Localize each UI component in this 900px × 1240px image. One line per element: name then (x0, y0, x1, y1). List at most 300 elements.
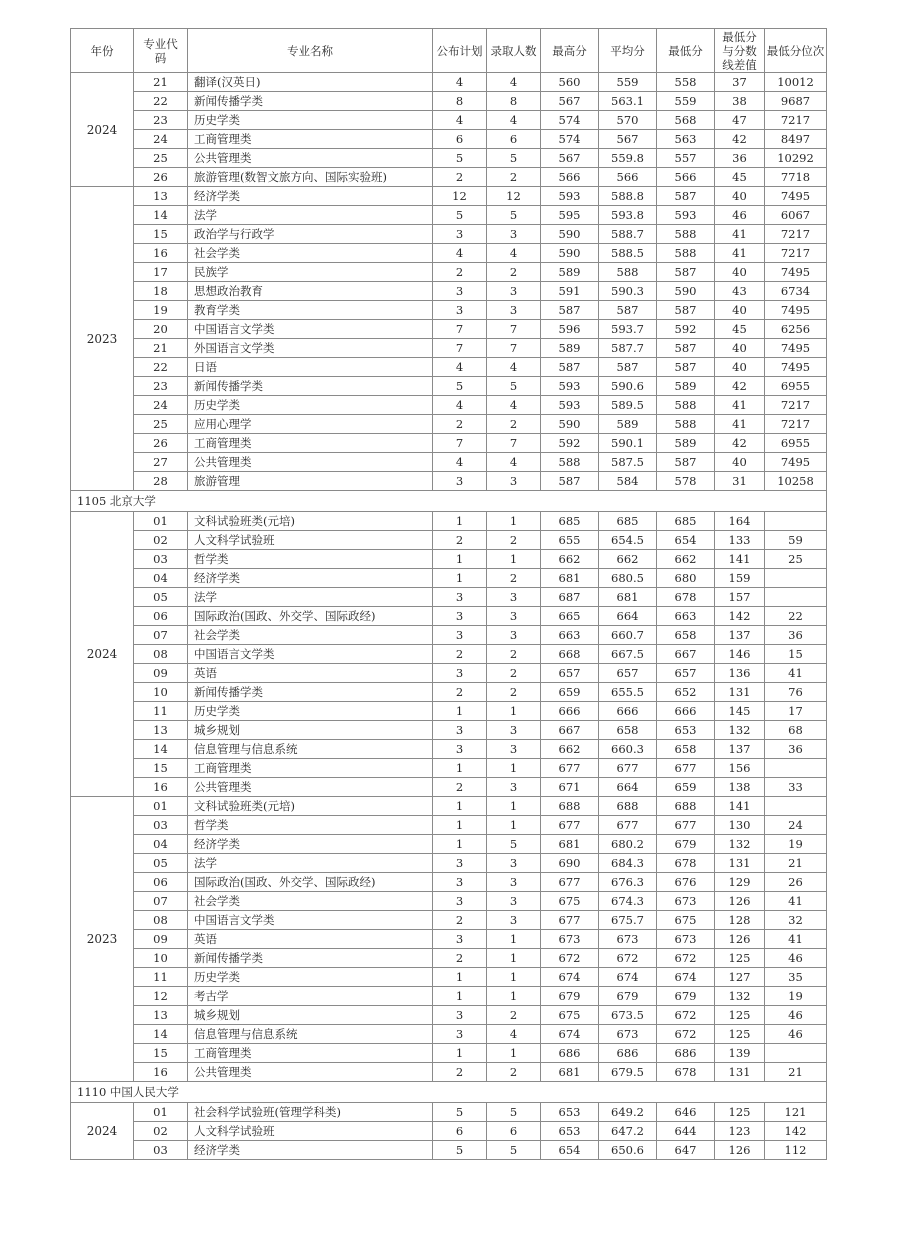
min-rank: 7217 (765, 415, 827, 434)
admitted: 1 (487, 797, 541, 816)
major-name: 工商管理类 (188, 434, 433, 453)
min-rank: 121 (765, 1103, 827, 1122)
min-diff: 40 (715, 263, 765, 282)
min-rank: 10012 (765, 73, 827, 92)
admitted: 5 (487, 206, 541, 225)
major-name: 考古学 (188, 987, 433, 1006)
major-code: 12 (134, 987, 188, 1006)
min-rank (765, 759, 827, 778)
major-name: 新闻传播学类 (188, 683, 433, 702)
plan: 5 (433, 377, 487, 396)
plan: 3 (433, 225, 487, 244)
max-score: 679 (541, 987, 599, 1006)
min-diff: 45 (715, 320, 765, 339)
admitted: 2 (487, 531, 541, 550)
min-score: 688 (657, 797, 715, 816)
header-min-rank: 最低分位次 (765, 29, 827, 73)
table-row (71, 759, 827, 778)
max-score: 657 (541, 664, 599, 683)
min-rank: 6256 (765, 320, 827, 339)
admitted: 3 (487, 588, 541, 607)
admission-score-table-page (70, 28, 827, 1160)
min-score: 672 (657, 949, 715, 968)
avg-score: 587.7 (599, 339, 657, 358)
avg-score: 680.2 (599, 835, 657, 854)
table-row (71, 92, 827, 111)
plan: 1 (433, 797, 487, 816)
max-score: 595 (541, 206, 599, 225)
avg-score: 567 (599, 130, 657, 149)
min-diff: 130 (715, 816, 765, 835)
min-score: 672 (657, 1006, 715, 1025)
min-rank: 19 (765, 987, 827, 1006)
avg-score: 679 (599, 987, 657, 1006)
min-score: 672 (657, 1025, 715, 1044)
min-diff: 126 (715, 930, 765, 949)
max-score: 593 (541, 187, 599, 206)
avg-score: 650.6 (599, 1141, 657, 1160)
min-diff: 156 (715, 759, 765, 778)
major-name: 经济学类 (188, 187, 433, 206)
min-diff: 137 (715, 626, 765, 645)
major-name: 外国语言文学类 (188, 339, 433, 358)
avg-score: 688 (599, 797, 657, 816)
min-diff: 132 (715, 835, 765, 854)
major-code: 26 (134, 168, 188, 187)
plan: 3 (433, 1025, 487, 1044)
header-major-name: 专业名称 (188, 29, 433, 73)
major-code: 05 (134, 588, 188, 607)
plan: 4 (433, 73, 487, 92)
min-score: 559 (657, 92, 715, 111)
major-name: 工商管理类 (188, 759, 433, 778)
max-score: 667 (541, 721, 599, 740)
min-score: 588 (657, 415, 715, 434)
admission-score-table (70, 28, 827, 1160)
plan: 3 (433, 873, 487, 892)
max-score: 590 (541, 244, 599, 263)
avg-score: 590.3 (599, 282, 657, 301)
min-rank: 24 (765, 816, 827, 835)
avg-score: 666 (599, 702, 657, 721)
max-score: 681 (541, 835, 599, 854)
header-plan: 公布计划 (433, 29, 487, 73)
plan: 3 (433, 740, 487, 759)
major-code: 24 (134, 130, 188, 149)
university-label: 1105 北京大学 (71, 491, 827, 512)
max-score: 589 (541, 339, 599, 358)
min-diff: 125 (715, 1103, 765, 1122)
plan: 4 (433, 111, 487, 130)
min-rank: 22 (765, 607, 827, 626)
max-score: 663 (541, 626, 599, 645)
major-code: 27 (134, 453, 188, 472)
plan: 12 (433, 187, 487, 206)
admitted: 3 (487, 607, 541, 626)
table-row (71, 740, 827, 759)
min-score: 675 (657, 911, 715, 930)
min-rank: 25 (765, 550, 827, 569)
major-code: 17 (134, 263, 188, 282)
min-rank: 46 (765, 949, 827, 968)
major-code: 03 (134, 1141, 188, 1160)
min-rank: 7217 (765, 244, 827, 263)
major-name: 中国语言文学类 (188, 320, 433, 339)
admitted: 4 (487, 453, 541, 472)
plan: 3 (433, 607, 487, 626)
table-row (71, 187, 827, 206)
min-diff: 41 (715, 244, 765, 263)
major-code: 23 (134, 377, 188, 396)
table-row (71, 512, 827, 531)
plan: 3 (433, 472, 487, 491)
min-rank: 46 (765, 1025, 827, 1044)
avg-score: 674 (599, 968, 657, 987)
admitted: 1 (487, 930, 541, 949)
max-score: 653 (541, 1122, 599, 1141)
max-score: 662 (541, 740, 599, 759)
table-row (71, 911, 827, 930)
table-row (71, 130, 827, 149)
min-diff: 125 (715, 1006, 765, 1025)
admitted: 2 (487, 1006, 541, 1025)
min-diff: 139 (715, 1044, 765, 1063)
admitted: 1 (487, 512, 541, 531)
major-code: 14 (134, 206, 188, 225)
major-code: 21 (134, 339, 188, 358)
min-diff: 131 (715, 854, 765, 873)
admitted: 5 (487, 835, 541, 854)
min-diff: 129 (715, 873, 765, 892)
plan: 3 (433, 721, 487, 740)
max-score: 596 (541, 320, 599, 339)
plan: 2 (433, 263, 487, 282)
major-code: 02 (134, 531, 188, 550)
avg-score: 584 (599, 472, 657, 491)
table-row (71, 702, 827, 721)
min-score: 680 (657, 569, 715, 588)
max-score: 560 (541, 73, 599, 92)
min-score: 587 (657, 187, 715, 206)
major-code: 05 (134, 854, 188, 873)
min-rank: 68 (765, 721, 827, 740)
major-code: 16 (134, 244, 188, 263)
year-cell: 2023 (71, 187, 134, 491)
table-row (71, 873, 827, 892)
admitted: 3 (487, 282, 541, 301)
plan: 7 (433, 434, 487, 453)
min-rank: 17 (765, 702, 827, 721)
plan: 7 (433, 339, 487, 358)
avg-score: 570 (599, 111, 657, 130)
major-name: 社会学类 (188, 892, 433, 911)
avg-score: 590.1 (599, 434, 657, 453)
max-score: 590 (541, 415, 599, 434)
avg-score: 681 (599, 588, 657, 607)
major-name: 新闻传播学类 (188, 949, 433, 968)
max-score: 688 (541, 797, 599, 816)
min-score: 654 (657, 531, 715, 550)
admitted: 3 (487, 740, 541, 759)
table-row (71, 434, 827, 453)
admitted: 3 (487, 873, 541, 892)
table-row (71, 339, 827, 358)
min-diff: 137 (715, 740, 765, 759)
min-score: 568 (657, 111, 715, 130)
major-code: 08 (134, 911, 188, 930)
major-name: 旅游管理(数智文旅方向、国际实验班) (188, 168, 433, 187)
avg-score: 588.7 (599, 225, 657, 244)
plan: 3 (433, 588, 487, 607)
max-score: 665 (541, 607, 599, 626)
avg-score: 674.3 (599, 892, 657, 911)
major-name: 公共管理类 (188, 453, 433, 472)
max-score: 668 (541, 645, 599, 664)
min-diff: 43 (715, 282, 765, 301)
min-rank: 33 (765, 778, 827, 797)
plan: 4 (433, 358, 487, 377)
table-header (71, 29, 827, 73)
min-score: 676 (657, 873, 715, 892)
table-row (71, 987, 827, 1006)
admitted: 6 (487, 1122, 541, 1141)
major-code: 04 (134, 569, 188, 588)
min-score: 588 (657, 244, 715, 263)
min-rank: 6955 (765, 377, 827, 396)
min-rank (765, 1044, 827, 1063)
min-score: 657 (657, 664, 715, 683)
table-row (71, 1141, 827, 1160)
min-rank: 76 (765, 683, 827, 702)
admitted: 7 (487, 434, 541, 453)
major-name: 城乡规划 (188, 721, 433, 740)
min-score: 566 (657, 168, 715, 187)
major-code: 28 (134, 472, 188, 491)
min-rank: 7495 (765, 263, 827, 282)
max-score: 659 (541, 683, 599, 702)
major-name: 哲学类 (188, 816, 433, 835)
max-score: 675 (541, 892, 599, 911)
table-row (71, 358, 827, 377)
min-rank: 6067 (765, 206, 827, 225)
admitted: 3 (487, 225, 541, 244)
avg-score: 588.5 (599, 244, 657, 263)
major-name: 旅游管理 (188, 472, 433, 491)
university-section-row (71, 491, 827, 512)
min-rank: 6734 (765, 282, 827, 301)
min-score: 674 (657, 968, 715, 987)
max-score: 587 (541, 358, 599, 377)
table-row (71, 111, 827, 130)
min-rank: 8497 (765, 130, 827, 149)
major-code: 10 (134, 683, 188, 702)
major-code: 15 (134, 225, 188, 244)
admitted: 5 (487, 1103, 541, 1122)
avg-score: 660.3 (599, 740, 657, 759)
min-diff: 38 (715, 92, 765, 111)
min-rank: 21 (765, 1063, 827, 1082)
admitted: 3 (487, 301, 541, 320)
avg-score: 673 (599, 930, 657, 949)
table-row (71, 1122, 827, 1141)
min-score: 588 (657, 225, 715, 244)
avg-score: 587 (599, 358, 657, 377)
max-score: 587 (541, 301, 599, 320)
major-code: 11 (134, 968, 188, 987)
min-rank: 46 (765, 1006, 827, 1025)
min-diff: 145 (715, 702, 765, 721)
major-code: 09 (134, 664, 188, 683)
max-score: 685 (541, 512, 599, 531)
min-score: 557 (657, 149, 715, 168)
major-name: 英语 (188, 930, 433, 949)
min-score: 646 (657, 1103, 715, 1122)
avg-score: 673 (599, 1025, 657, 1044)
min-diff: 40 (715, 358, 765, 377)
major-name: 法学 (188, 854, 433, 873)
table-row (71, 1044, 827, 1063)
min-score: 653 (657, 721, 715, 740)
plan: 1 (433, 835, 487, 854)
max-score: 677 (541, 873, 599, 892)
min-diff: 40 (715, 301, 765, 320)
plan: 6 (433, 130, 487, 149)
min-rank (765, 569, 827, 588)
table-row (71, 645, 827, 664)
major-name: 政治学与行政学 (188, 225, 433, 244)
major-code: 19 (134, 301, 188, 320)
major-code: 20 (134, 320, 188, 339)
plan: 3 (433, 892, 487, 911)
plan: 6 (433, 1122, 487, 1141)
table-row (71, 1103, 827, 1122)
admitted: 1 (487, 550, 541, 569)
min-diff: 47 (715, 111, 765, 130)
admitted: 4 (487, 244, 541, 263)
min-diff: 132 (715, 721, 765, 740)
min-diff: 126 (715, 1141, 765, 1160)
min-diff: 41 (715, 396, 765, 415)
major-name: 翻译(汉英日) (188, 73, 433, 92)
min-diff: 142 (715, 607, 765, 626)
table-row (71, 282, 827, 301)
major-code: 01 (134, 1103, 188, 1122)
table-row (71, 1006, 827, 1025)
max-score: 677 (541, 759, 599, 778)
min-diff: 123 (715, 1122, 765, 1141)
major-code: 03 (134, 550, 188, 569)
major-name: 法学 (188, 206, 433, 225)
header-admitted: 录取人数 (487, 29, 541, 73)
admitted: 5 (487, 1141, 541, 1160)
plan: 2 (433, 645, 487, 664)
admitted: 6 (487, 130, 541, 149)
table-row (71, 377, 827, 396)
table-row (71, 1063, 827, 1082)
table-row (71, 683, 827, 702)
min-rank: 21 (765, 854, 827, 873)
max-score: 687 (541, 588, 599, 607)
min-score: 662 (657, 550, 715, 569)
major-name: 信息管理与信息系统 (188, 740, 433, 759)
avg-score: 677 (599, 816, 657, 835)
avg-score: 587.5 (599, 453, 657, 472)
plan: 4 (433, 244, 487, 263)
major-code: 14 (134, 740, 188, 759)
table-body (71, 73, 827, 1160)
max-score: 674 (541, 1025, 599, 1044)
min-rank: 59 (765, 531, 827, 550)
major-code: 22 (134, 92, 188, 111)
plan: 3 (433, 1006, 487, 1025)
admitted: 2 (487, 664, 541, 683)
major-code: 10 (134, 949, 188, 968)
table-row (71, 225, 827, 244)
plan: 2 (433, 531, 487, 550)
major-name: 公共管理类 (188, 1063, 433, 1082)
min-score: 678 (657, 588, 715, 607)
admitted: 4 (487, 358, 541, 377)
table-row (71, 415, 827, 434)
min-diff: 42 (715, 377, 765, 396)
avg-score: 664 (599, 778, 657, 797)
plan: 1 (433, 1044, 487, 1063)
avg-score: 664 (599, 607, 657, 626)
min-diff: 141 (715, 797, 765, 816)
major-name: 公共管理类 (188, 778, 433, 797)
min-rank: 7495 (765, 358, 827, 377)
min-diff: 157 (715, 588, 765, 607)
min-score: 677 (657, 816, 715, 835)
max-score: 567 (541, 92, 599, 111)
major-name: 经济学类 (188, 569, 433, 588)
plan: 2 (433, 911, 487, 930)
min-diff: 41 (715, 415, 765, 434)
min-rank: 15 (765, 645, 827, 664)
min-rank: 9687 (765, 92, 827, 111)
major-code: 13 (134, 187, 188, 206)
avg-score: 658 (599, 721, 657, 740)
max-score: 681 (541, 1063, 599, 1082)
max-score: 673 (541, 930, 599, 949)
table-row (71, 301, 827, 320)
major-name: 历史学类 (188, 968, 433, 987)
major-name: 历史学类 (188, 702, 433, 721)
admitted: 4 (487, 111, 541, 130)
major-code: 07 (134, 892, 188, 911)
avg-score: 590.6 (599, 377, 657, 396)
min-rank: 142 (765, 1122, 827, 1141)
min-score: 589 (657, 377, 715, 396)
max-score: 590 (541, 225, 599, 244)
admitted: 4 (487, 1025, 541, 1044)
min-score: 658 (657, 740, 715, 759)
max-score: 677 (541, 816, 599, 835)
major-code: 11 (134, 702, 188, 721)
admitted: 1 (487, 702, 541, 721)
min-rank (765, 588, 827, 607)
year-cell: 2024 (71, 73, 134, 187)
major-code: 01 (134, 797, 188, 816)
max-score: 672 (541, 949, 599, 968)
plan: 2 (433, 949, 487, 968)
min-score: 666 (657, 702, 715, 721)
avg-score: 559 (599, 73, 657, 92)
table-row (71, 73, 827, 92)
admitted: 2 (487, 263, 541, 282)
university-section-row (71, 1082, 827, 1103)
max-score: 675 (541, 1006, 599, 1025)
